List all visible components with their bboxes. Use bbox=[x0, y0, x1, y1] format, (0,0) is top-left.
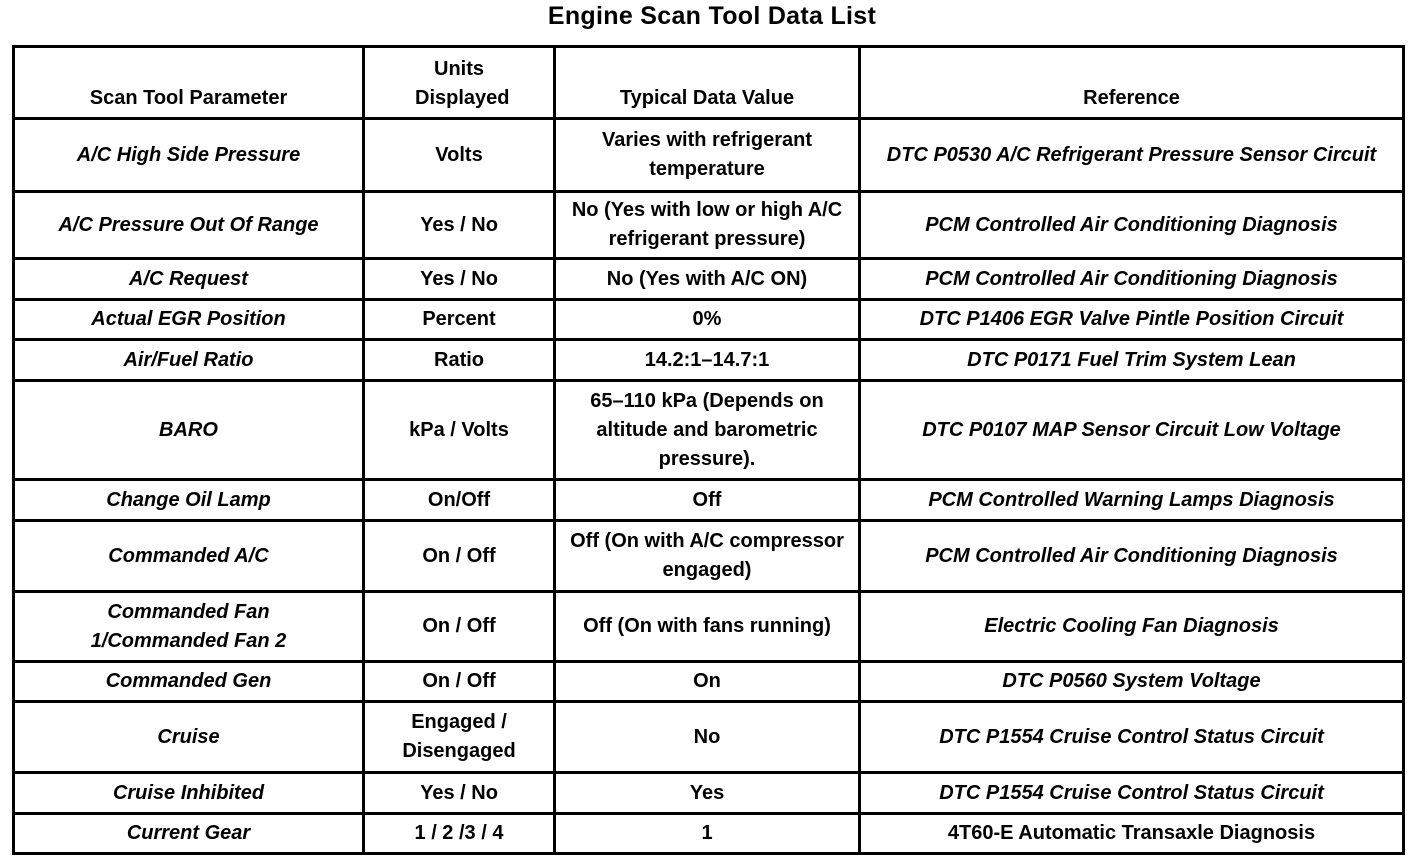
cell-typical: Varies with refrigerant temperature bbox=[555, 119, 860, 192]
cell-typical: Yes bbox=[555, 773, 860, 814]
column-header-typical: Typical Data Value bbox=[555, 47, 860, 119]
cell-reference: DTC P1554 Cruise Control Status Circuit bbox=[860, 773, 1404, 814]
table-row bbox=[14, 259, 1404, 300]
cell-units: kPa / Volts bbox=[364, 381, 555, 480]
table-row bbox=[14, 381, 1404, 480]
cell-units: Percent bbox=[364, 300, 555, 340]
cell-units: Volts bbox=[364, 119, 555, 192]
cell-parameter: Current Gear bbox=[14, 814, 364, 854]
cell-reference: PCM Controlled Air Conditioning Diagnosis bbox=[860, 259, 1404, 300]
table-row bbox=[14, 702, 1404, 773]
table-row bbox=[14, 773, 1404, 814]
cell-units: On / Off bbox=[364, 521, 555, 592]
cell-typical: 65–110 kPa (Depends on altitude and barometric pressure). bbox=[555, 381, 860, 480]
cell-reference: PCM Controlled Air Conditioning Diagnosis bbox=[860, 521, 1404, 592]
cell-units: On / Off bbox=[364, 662, 555, 702]
cell-typical: 0% bbox=[555, 300, 860, 340]
table-row bbox=[14, 480, 1404, 521]
cell-reference: DTC P0530 A/C Refrigerant Pressure Sensor Circuit bbox=[860, 119, 1404, 192]
cell-units: On / Off bbox=[364, 592, 555, 662]
cell-reference: PCM Controlled Warning Lamps Diagnosis bbox=[860, 480, 1404, 521]
column-header-units: Units Displayed bbox=[364, 47, 555, 119]
cell-units: Yes / No bbox=[364, 773, 555, 814]
cell-parameter: Cruise bbox=[14, 702, 364, 773]
table-row bbox=[14, 814, 1404, 854]
cell-units: On/Off bbox=[364, 480, 555, 521]
cell-parameter: BARO bbox=[14, 381, 364, 480]
cell-typical: Off (On with A/C compressor engaged) bbox=[555, 521, 860, 592]
cell-parameter: Commanded A/C bbox=[14, 521, 364, 592]
table-row bbox=[14, 119, 1404, 192]
column-header-parameter: Scan Tool Parameter bbox=[14, 47, 364, 119]
cell-typical: No bbox=[555, 702, 860, 773]
cell-parameter: Actual EGR Position bbox=[14, 300, 364, 340]
column-header-reference: Reference bbox=[860, 47, 1404, 119]
cell-typical: No (Yes with A/C ON) bbox=[555, 259, 860, 300]
cell-units: Ratio bbox=[364, 340, 555, 381]
cell-reference: DTC P1406 EGR Valve Pintle Position Circuit bbox=[860, 300, 1404, 340]
table-row bbox=[14, 300, 1404, 340]
cell-parameter: Air/Fuel Ratio bbox=[14, 340, 364, 381]
cell-parameter: Cruise Inhibited bbox=[14, 773, 364, 814]
table-row bbox=[14, 662, 1404, 702]
cell-parameter: A/C Pressure Out Of Range bbox=[14, 192, 364, 259]
cell-units: Yes / No bbox=[364, 259, 555, 300]
page-title: Engine Scan Tool Data List bbox=[547, 2, 877, 30]
cell-parameter: Commanded Gen bbox=[14, 662, 364, 702]
cell-units: Yes / No bbox=[364, 192, 555, 259]
cell-units: 1 / 2 /3 / 4 bbox=[364, 814, 555, 854]
scan-tool-data-table bbox=[12, 45, 1405, 855]
cell-reference: DTC P0560 System Voltage bbox=[860, 662, 1404, 702]
cell-parameter: A/C Request bbox=[14, 259, 364, 300]
cell-typical: 1 bbox=[555, 814, 860, 854]
cell-parameter: A/C High Side Pressure bbox=[14, 119, 364, 192]
cell-units: Engaged / Disengaged bbox=[364, 702, 555, 773]
cell-typical: Off bbox=[555, 480, 860, 521]
cell-parameter: Commanded Fan 1/Commanded Fan 2 bbox=[14, 592, 364, 662]
cell-parameter: Change Oil Lamp bbox=[14, 480, 364, 521]
cell-typical: On bbox=[555, 662, 860, 702]
table-row bbox=[14, 521, 1404, 592]
cell-reference: DTC P1554 Cruise Control Status Circuit bbox=[860, 702, 1404, 773]
table-row bbox=[14, 592, 1404, 662]
cell-reference: DTC P0171 Fuel Trim System Lean bbox=[860, 340, 1404, 381]
cell-reference: PCM Controlled Air Conditioning Diagnosis bbox=[860, 192, 1404, 259]
table-row bbox=[14, 340, 1404, 381]
cell-reference: DTC P0107 MAP Sensor Circuit Low Voltage bbox=[860, 381, 1404, 480]
header-row bbox=[14, 47, 1404, 119]
cell-typical: 14.2:1–14.7:1 bbox=[555, 340, 860, 381]
cell-reference: Electric Cooling Fan Diagnosis bbox=[860, 592, 1404, 662]
cell-typical: No (Yes with low or high A/C refrigerant pressure) bbox=[555, 192, 860, 259]
cell-reference: 4T60-E Automatic Transaxle Diagnosis bbox=[860, 814, 1404, 854]
cell-typical: Off (On with fans running) bbox=[555, 592, 860, 662]
table-row bbox=[14, 192, 1404, 259]
